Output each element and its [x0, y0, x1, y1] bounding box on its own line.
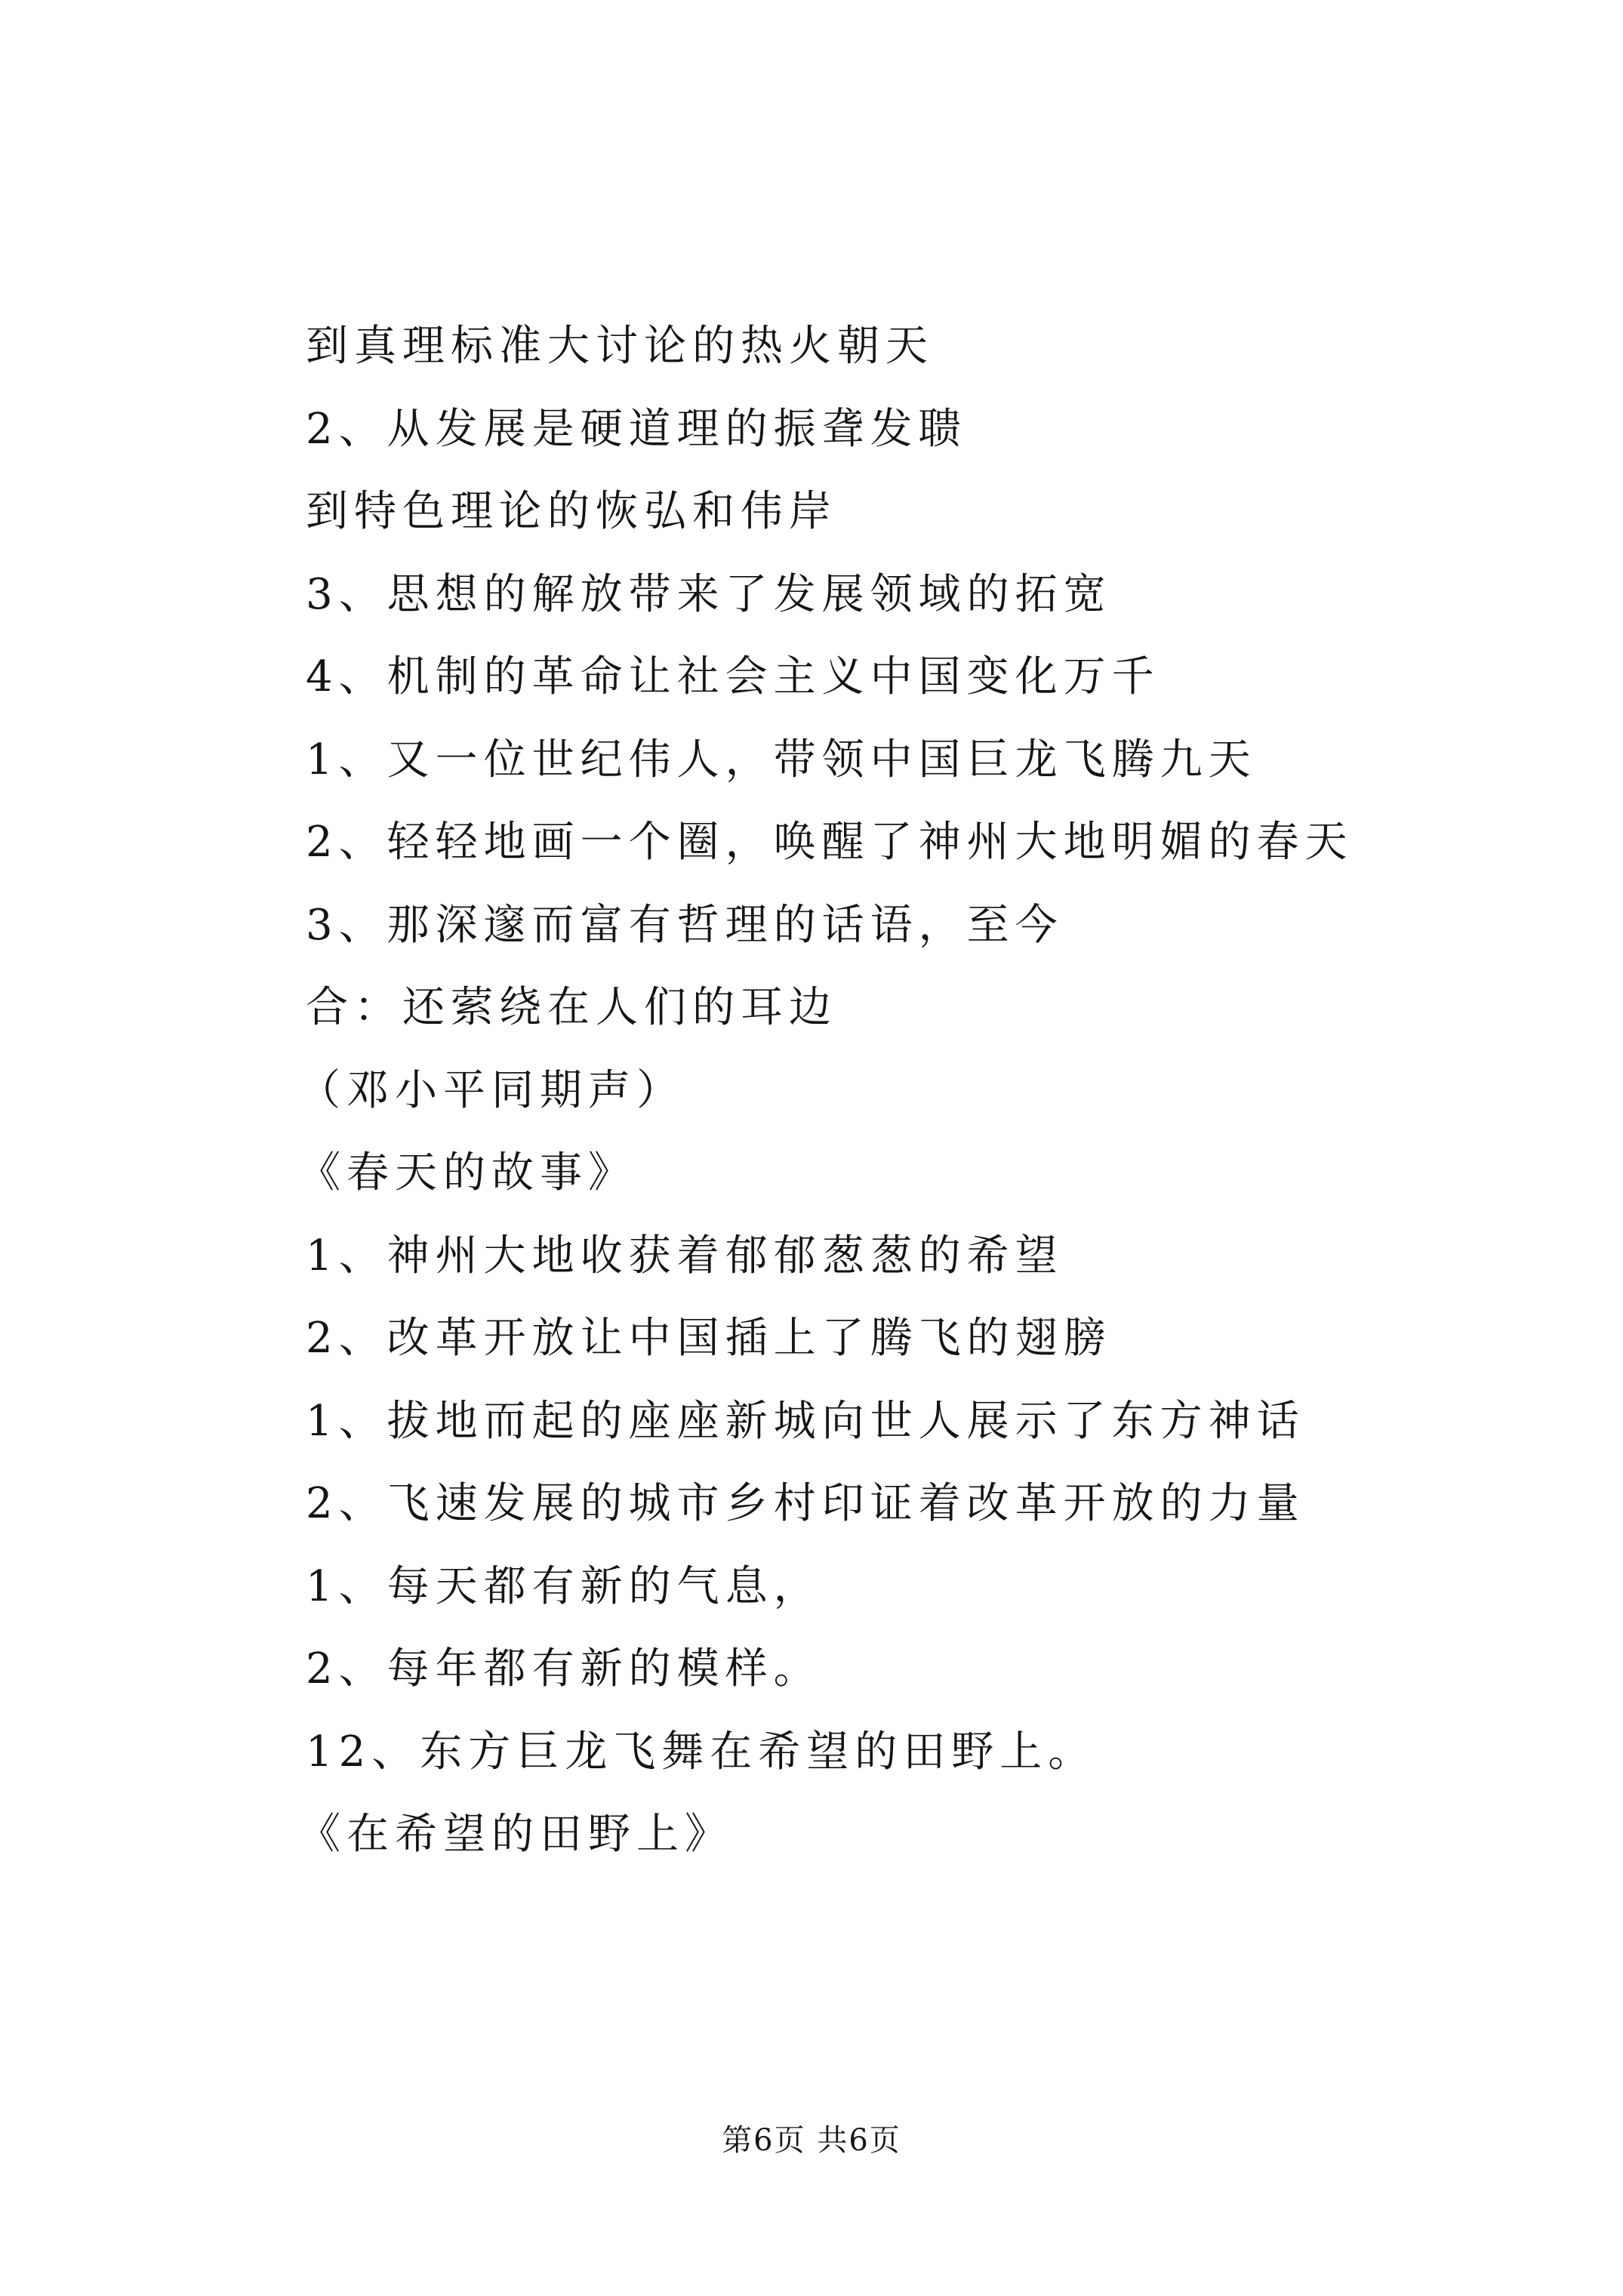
- song-title: 《春天的故事》: [298, 1148, 636, 1197]
- text-line: 1、神州大地收获着郁郁葱葱的希望: [306, 1231, 1064, 1281]
- text-line: 3、那深邃而富有哲理的话语，至今: [306, 900, 1064, 950]
- text-line: 1、每天都有新的气息，: [306, 1561, 822, 1611]
- text-line: 4、机制的革命让社会主义中国变化万千: [306, 652, 1160, 701]
- text-line: 12、东方巨龙飞舞在希望的田野上。: [306, 1727, 1097, 1777]
- song-title: 《在希望的田野上》: [298, 1810, 733, 1859]
- text-line: 3、思想的解放带来了发展领域的拓宽: [306, 569, 1112, 619]
- text-line: （邓小平同期声）: [298, 1065, 685, 1115]
- text-line: 2、从发展是硬道理的振聋发聩: [306, 404, 967, 454]
- text-line: 到特色理论的恢弘和伟岸: [306, 487, 837, 536]
- text-line: 2、改革开放让中国插上了腾飞的翅膀: [306, 1314, 1112, 1363]
- page-footer: [0, 2118, 1623, 2163]
- text-line: 1、又一位世纪伟人，带领中国巨龙飞腾九天: [306, 735, 1257, 784]
- text-line: 2、每年都有新的模样。: [306, 1644, 822, 1693]
- document-body: [298, 305, 1438, 1876]
- page-indicator: 第6页 共6页: [722, 2123, 901, 2158]
- text-line: 2、轻轻地画一个圈，唤醒了神州大地明媚的春天: [306, 818, 1354, 867]
- text-line: 合：还萦绕在人们的耳边: [306, 983, 837, 1032]
- text-line: 到真理标准大讨论的热火朝天: [306, 322, 934, 371]
- text-line: 2、飞速发展的城市乡村印证着改革开放的力量: [306, 1479, 1305, 1528]
- text-line: 1、拔地而起的座座新城向世人展示了东方神话: [306, 1396, 1305, 1446]
